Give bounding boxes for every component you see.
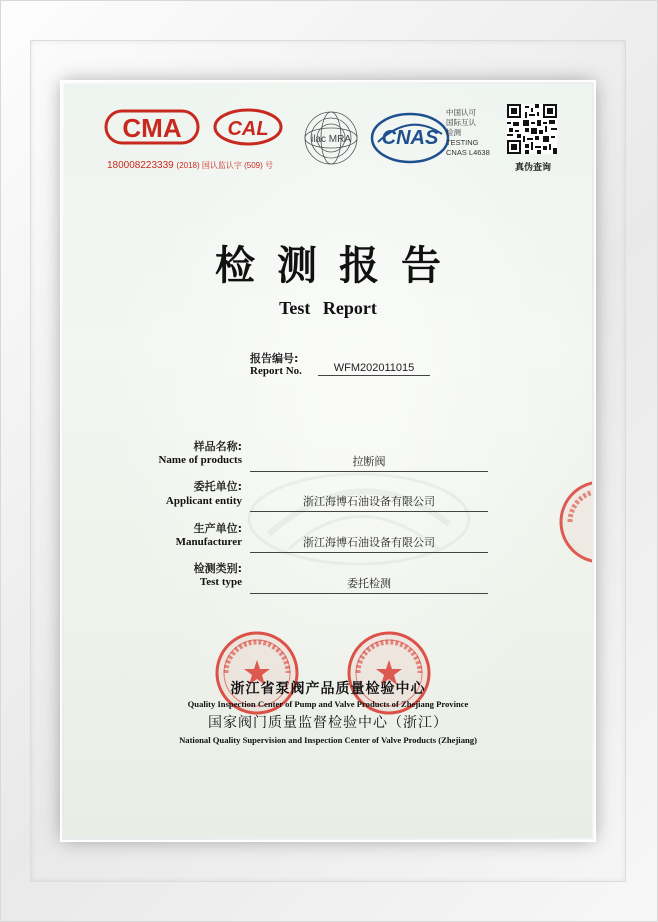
cal-logo-text: CAL (227, 118, 269, 140)
cnas-line: CNAS L4638 (446, 148, 490, 157)
test-type-value: 委托检测 (250, 575, 488, 594)
cma-logo-icon (104, 107, 200, 147)
cnas-line: TESTING (446, 138, 479, 147)
cal-logo-icon (212, 107, 284, 147)
report-no-label-cn: 报告编号: (250, 352, 299, 365)
cert-note: (2018) 国认监认字 (509) 号 (176, 161, 273, 170)
certificate-paper (64, 84, 592, 838)
cert-number (107, 160, 273, 171)
manufacturer-label-en: Manufacturer (175, 536, 242, 548)
ilac-mra-logo-text: ilac MRA (310, 134, 352, 145)
cnas-accreditation-text (446, 108, 506, 158)
applicant-label-cn: 委托单位: (193, 480, 242, 493)
test-type-label-en: Test type (199, 576, 242, 588)
issuer-name-en: Quality Inspection Center of Pump and Valve Products of Zhejiang Province (187, 699, 469, 709)
cnas-line: 中国认可 (446, 108, 476, 117)
qr-code-icon[interactable] (507, 104, 557, 154)
product-name-label-en: Name of products (158, 454, 242, 466)
watermark-icon (239, 464, 479, 574)
center-name-en: National Quality Supervision and Inspection Center of Valve Products (Zhejiang) (179, 735, 477, 745)
cnas-logo-icon (370, 112, 450, 164)
applicant-label-en: Applicant entity (165, 495, 242, 507)
qr-label: 真伪查询 (514, 163, 551, 173)
issuer-name-cn: 浙江省泵阀产品质量检验中心 (230, 681, 426, 697)
cma-logo-text: CMA (122, 113, 182, 143)
edge-seal-icon (558, 479, 592, 565)
center-name-cn: 国家阀门质量监督检验中心（浙江） (208, 715, 448, 731)
manufacturer-value: 浙江海博石油设备有限公司 (250, 534, 488, 553)
applicant-value: 浙江海博石油设备有限公司 (250, 493, 488, 512)
cnas-line: 国际互认 (446, 118, 476, 127)
page-title: 检测报告 (215, 242, 463, 289)
cert-number-value: 180008223339 (107, 160, 174, 171)
ilac-mra-logo-icon (296, 110, 366, 166)
report-no-value: WFM202011015 (318, 362, 430, 376)
manufacturer-label-cn: 生产单位: (193, 522, 242, 535)
page-title-en: Test Report (279, 298, 377, 318)
product-name-value: 拉断阀 (250, 453, 488, 472)
cnas-logo-text: CNAS (381, 127, 439, 149)
test-type-label-cn: 检测类别: (193, 562, 242, 575)
cnas-line: 检测 (446, 128, 461, 137)
product-name-label-cn: 样品名称: (193, 440, 242, 453)
report-no-label-en: Report No. (250, 365, 302, 377)
